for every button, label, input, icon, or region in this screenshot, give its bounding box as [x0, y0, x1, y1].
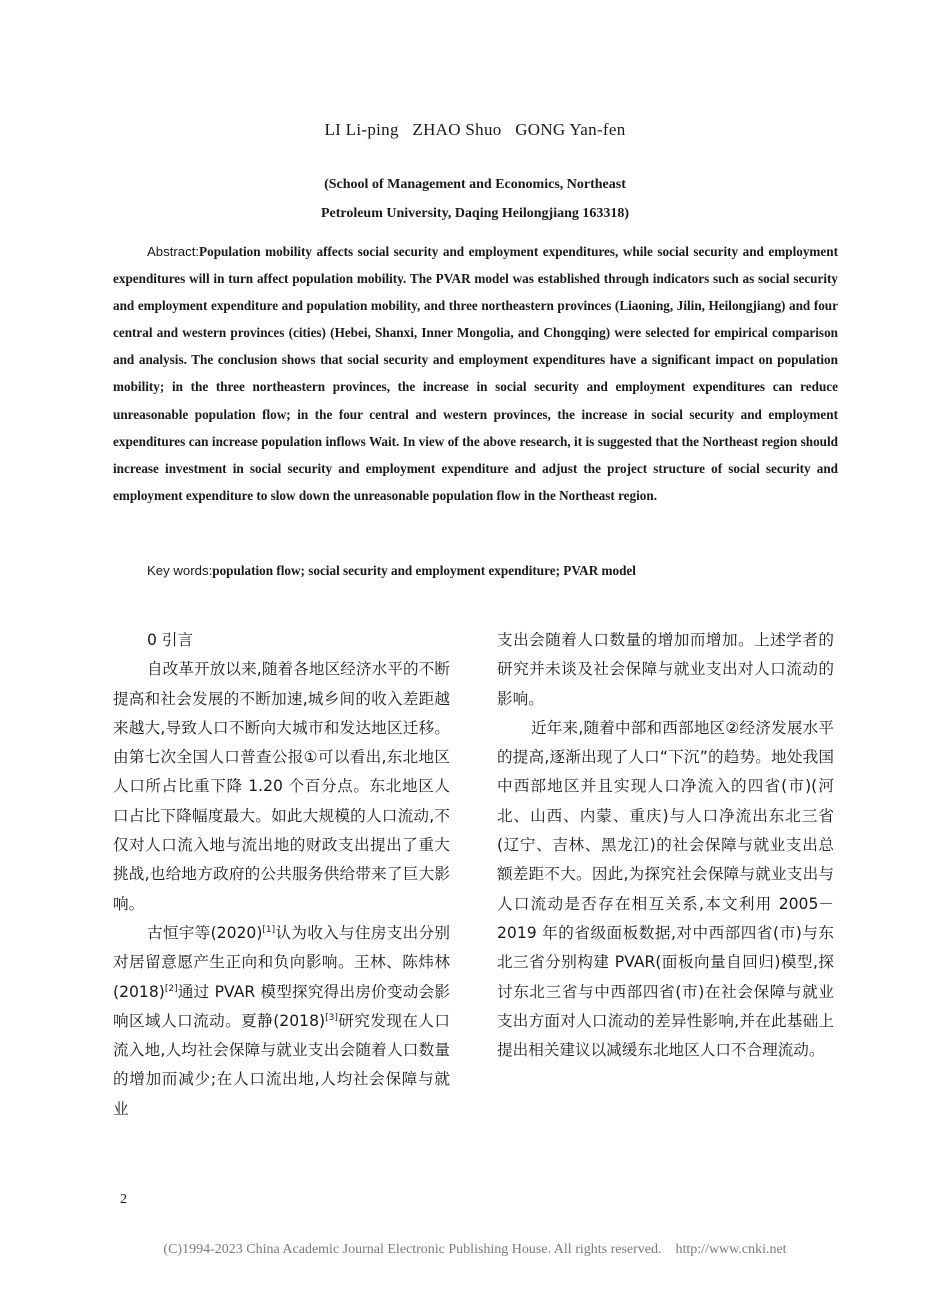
keywords-text: population flow; social security and employment expenditure; PVAR model: [212, 563, 636, 578]
paragraph-intro-1: 自改革开放以来,随着各地区经济水平的不断提高和社会发展的不断加速,城乡间的收入差距越来越大,导致人口不断向大城市和发达地区迁移。由第七次全国人口普查公报①可以看出,东北地区人口所占比重下降 1.20 个百分点。东北地区人口占比下降幅度最大。如此大规模的人口流动,不仅对人口流入地与流出地的财政支出提出了重大挑战,也给地方政府的公共服务供给带来了巨大影响。: [113, 660, 450, 913]
keywords-label: Key words:: [147, 563, 213, 578]
copyright-footer: (C)1994-2023 China Academic Journal Electronic Publishing House. All rights reserved. http://www.cnki.net: [163, 1242, 787, 1257]
citation-text: 通过 PVAR 模型探究得出房价变动会影响区域人口流动。夏静(2018): [113, 982, 450, 1030]
page-number: 2: [120, 1192, 127, 1207]
right-column: [497, 626, 834, 1065]
abstract-label: Abstract:: [147, 244, 200, 259]
abstract-text: Population mobility affects social security and employment expenditures, while social security and employment expenditures will in turn affect population mobility. The PVAR model was established through indicators such as social security and employment expenditure and population mobility, and three northeastern provinces (Liaoning, Jilin, Heilongjiang) and four central and western provinces (cities) (Hebei, Shanxi, Inner Mongolia, and Chongqing) were selected for empirical comparison and analysis. The conclusion shows that social security and employment expenditures have a significant impact on population mobility; in the three northeastern provinces, the increase in social security and employment expenditures can reduce unreasonable population flow; in the four central and western provinces, the increase in social security and employment expenditures can increase population inflows Wait. In view of the above research, it is suggested that the Northeast region should increase investment in social security and employment expenditure and adjust the project structure of social security and employment expenditure to slow down the unreasonable population flow in the Northeast region.: [113, 244, 838, 503]
authors: LI Li-ping ZHAO Shuo GONG Yan-fen: [324, 120, 626, 139]
paragraph-intro-3: 近年来,随着中部和西部地区②经济发展水平的提高,逐渐出现了人口“下沉”的趋势。地处我国中西部地区并且实现人口净流入的四省(市)(河北、山西、内蒙、重庆)与人口净流出东北三省(辽宁、吉林、黑龙江)的社会保障与就业支出总额差距不大。因此,为探究社会保障与就业支出与人口流动是否存在相互关系,本文利用 2005－2019 年的省级面板数据,对中西部四省(市)与东北三省分别构建 PVAR(面板向量自回归)模型,探讨东北三省与中西部四省(市)在社会保障与就业支出方面对人口流动的差异性影响,并在此基础上提出相关建议以减缓东北地区人口不合理流动。: [497, 718, 834, 1060]
citation-text: 研究发现在人口流入地,人均社会保障与就业支出会随着人口数量的增加而减少;在人口流出地,人均社会保障与就业: [113, 1011, 450, 1118]
reference-marker: [1]: [262, 924, 276, 935]
keywords: [147, 563, 636, 579]
reference-marker: [2]: [164, 983, 178, 994]
abstract: [113, 238, 838, 509]
left-column: [113, 626, 450, 1124]
section-title: 0 引言: [147, 631, 194, 649]
paragraph-continued: 支出会随着人口数量的增加而增加。上述学者的研究并未谈及社会保障与就业支出对人口流动的影响。: [497, 631, 834, 708]
affiliation-line-1: (School of Management and Economics, Northeast: [324, 177, 626, 192]
affiliation-line-2: Petroleum University, Daqing Heilongjiang 163318): [320, 206, 630, 221]
citation-text: 古恒宇等(2020): [147, 923, 263, 942]
paragraph-intro-2: [113, 919, 450, 1124]
reference-marker: [3]: [325, 1012, 338, 1023]
citation-text: 认为收入与住房支出分别对居留意愿产生正向和负向影响。王林、陈炜林(2018): [113, 923, 450, 1001]
